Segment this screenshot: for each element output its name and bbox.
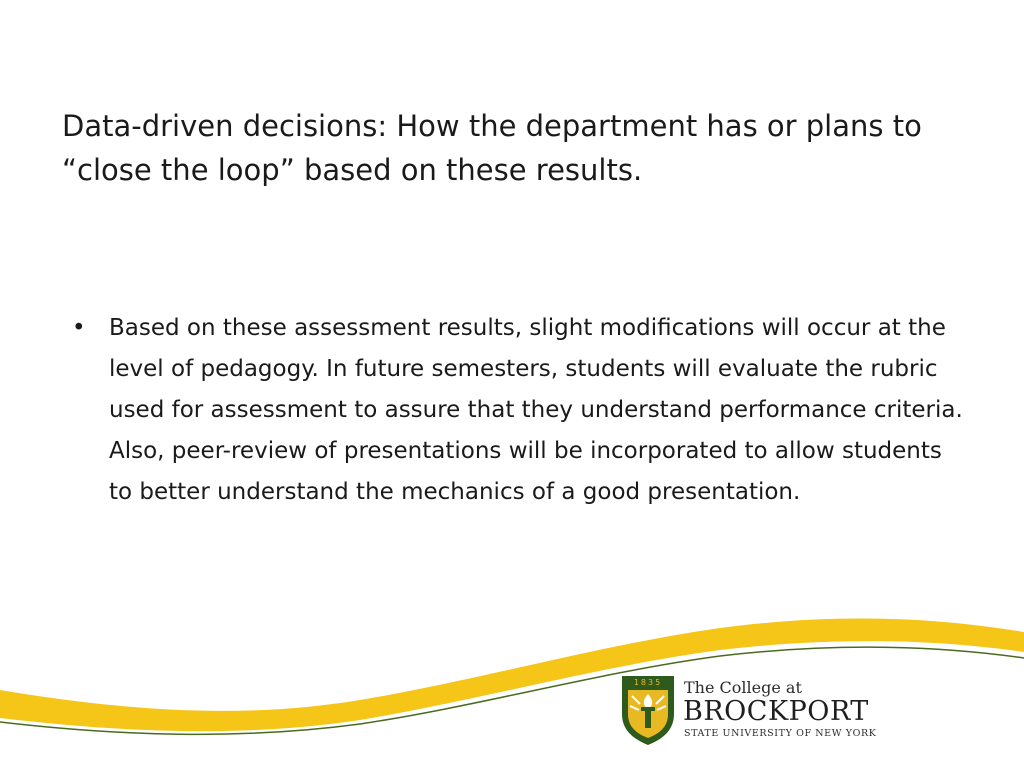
bullet-text: Based on these assessment results, slight modifications will occur at the level of pedagogy. In future semesters, students will evaluate the rubric used for assessment to assure that they understand performance criteria. Also, peer-review of presentations will be incorporated to allow students to better understand the mechanics of a good presentation. [109,315,963,505]
college-logo [620,674,890,746]
slide-title: Data-driven decisions: How the department has or plans to “close the loop” based on these results. [62,109,922,187]
shield-year: 1835 [633,678,663,687]
logo-text-brockport [683,697,869,727]
torch-shield-icon [620,674,676,746]
bullet-dot: • [72,315,86,341]
logo-text-suny: STATE UNIVERSITY OF NEW YORK [684,728,877,739]
logo-text-brockport-word: BROCKPORT [683,696,869,727]
logo-text-college: The College at [684,678,802,697]
